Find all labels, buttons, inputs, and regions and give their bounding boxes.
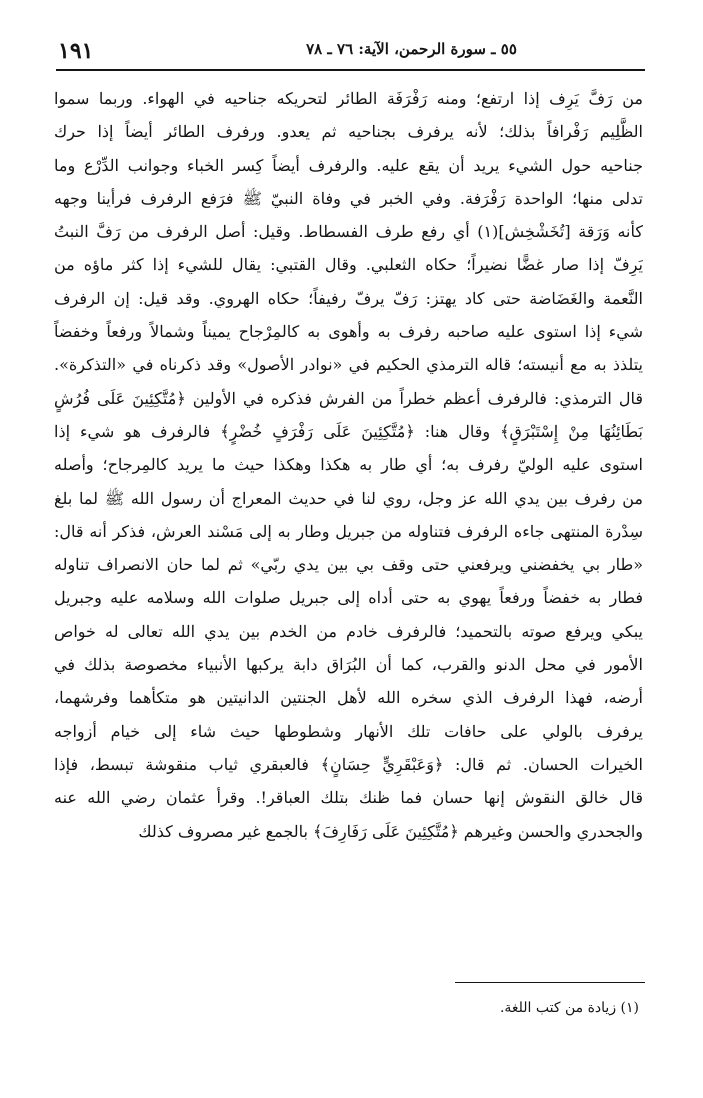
text-line: فطار به خفضاً ورفعاً يهوي به حتى أداه إلى جبريل صلوات الله وسلامه عليه وجبريل bbox=[54, 588, 643, 608]
page-number: ١٩١ bbox=[58, 38, 94, 64]
text-line: «طار بي يخفضني ويرفعني حتى وقف بي بين يدي ربّي» ثم لما حان الانصراف تناوله bbox=[54, 555, 643, 575]
text-line: الخيرات الحسان. ثم قال: ﴿وَعَبْقَرِيٍّ حِسَانٍ﴾ فالعبقري ثياب منقوشة تبسط، فإذا bbox=[54, 754, 643, 774]
running-header: ٥٥ ـ سورة الرحمن، الآية: ٧٦ ـ ٧٨ bbox=[306, 40, 517, 58]
footnote: (١) زيادة من كتب اللغة. bbox=[499, 1000, 639, 1016]
text-line: النَّعمة والغَضَاضة حتى كاد يهتز: رَفّ يرفّ رفيفاً؛ حكاه الهروي. وقد قيل: إن الرفرف bbox=[54, 288, 643, 308]
text-line: يَرِفّ إذا صار غضًّا نضيراً؛ حكاه الثعلبي. وقال القتبي: يقال للشيء إذا كثر ماؤه من bbox=[54, 255, 643, 275]
text-line: يتلذذ به مع أنيسته؛ قاله الترمذي الحكيم في «نوادر الأصول» وقد ذكرناه في «التذكرة». bbox=[54, 355, 643, 375]
text-line: سِدْرة المنتهى جاءه الرفرف فتناوله من جبريل وطار به إلى مَسْند العرش، فذكر أنه قال: bbox=[54, 521, 643, 541]
text-line: الظَّلِيم رَفْرافاً بذلك؛ لأنه يرفرف بجناحيه ثم يعدو. ورفرف الطائر أيضاً إذا حرك bbox=[54, 122, 643, 142]
text-line: يبكي ويرفع صوته بالتحميد؛ فالرفرف خادم من الخدم بين يدي الله تعالى له خواص bbox=[54, 621, 643, 641]
text-line: من رَفَّ يَرِف إذا ارتفع؛ ومنه رَفْرَفَة الطائر لتحريكه جناحيه في الهواء. وربما سموا bbox=[54, 89, 643, 108]
text-line: والجحدري والحسن وغيرهم ﴿مُتَّكِئِينَ عَلَى رَفَارِفَ﴾ بالجمع غير مصروف كذلك bbox=[138, 821, 643, 841]
text-line: كأنه وَرَقة [تُخَشْخِش](١) أي رفع طرف الفسطاط. وقيل: أصل الرفرف من رَفَّ النبتُ bbox=[54, 222, 643, 242]
text-line: تدلى منها؛ الواحدة رَفْرَفة. وفي الخبر في وفاة النبيّ ﷺ فرَفع الرفرف فرأينا وجهه bbox=[54, 188, 643, 208]
body-text bbox=[54, 82, 643, 848]
text-line: من رفرف بين يدي الله عز وجل، روي لنا في حديث المعراج أن رسول الله ﷺ لما بلغ bbox=[54, 488, 643, 508]
text-line: قال الترمذي: فالرفرف أعظم خطراً من الفرش فذكره في الأولين ﴿مُتَّكِئِينَ عَلَى فُرُشٍ bbox=[54, 388, 643, 408]
text-line: قال خالق النقوش إنها حسان فما ظنك بتلك العباقر!. وقرأ عثمان رضي الله عنه bbox=[54, 788, 643, 808]
text-line: يرفرف بالولي على حافات تلك الأنهار وشطوطها حيث شاء إلى خيام أزواجه bbox=[54, 721, 643, 741]
text-line: شيء إذا استوى عليه صاحبه رفرف به وأهوى به كالمِرْجاح يميناً وشمالاً ورفعاً وخفضاً bbox=[54, 322, 643, 342]
text-line: الأمور في محل الدنو والقرب، كما أن البُرَاق دابة يركبها الأنبياء مخصوصة بذلك في bbox=[54, 655, 643, 675]
text-line: جناحيه حول الشيء يريد أن يقع عليه. والرفرف أيضاً كِسر الخباء وجوانب الدِّرْع وما bbox=[54, 155, 643, 175]
text-line: استوى عليه الوليّ رفرف به؛ أي طار به هكذا وهكذا حيث ما يريد كالمِرجاح؛ وأصله bbox=[54, 455, 643, 475]
footnote-rule bbox=[455, 982, 645, 983]
header-rule bbox=[56, 69, 645, 71]
text-line: أرضه، فهذا الرفرف الذي سخره الله لأهل الجنتين الدانيتين هو متكأهما وفرشهما، bbox=[54, 688, 643, 708]
text-line: بَطَائِنُهَا مِنْ إِسْتَبْرَقٍ﴾ وقال هنا: ﴿مُتَّكِئِينَ عَلَى رَفْرَفٍ خُضْرٍ﴾ فالرفرف هو شيء إذا bbox=[54, 421, 643, 441]
